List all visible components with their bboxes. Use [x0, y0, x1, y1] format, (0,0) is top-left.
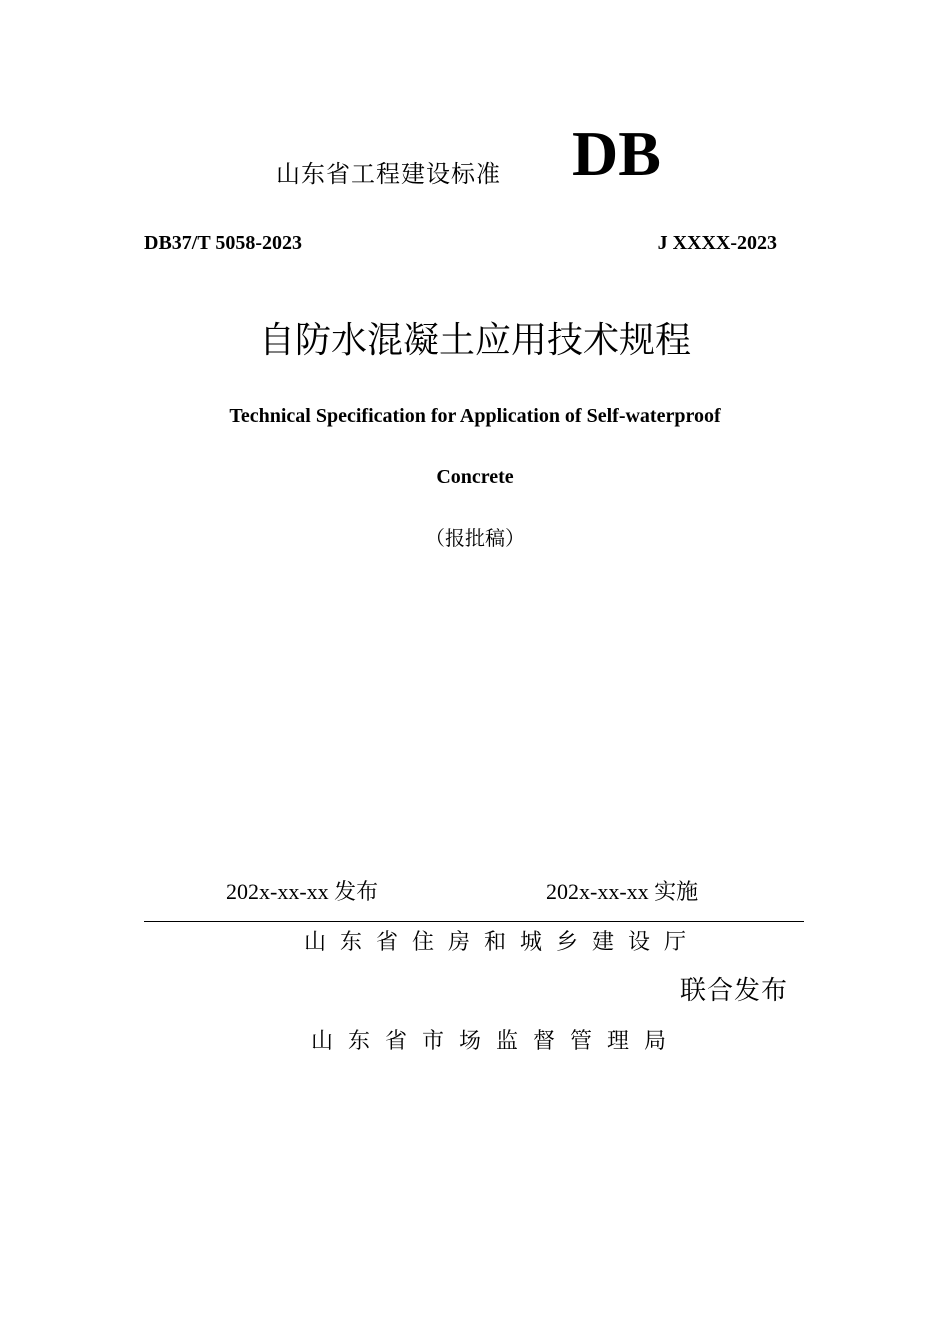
- joint-publish-label: 联合发布: [679, 976, 788, 1006]
- issue-date: 202x-xx-xx 发布: [226, 879, 379, 904]
- title-english-line1: Technical Specification for Application of Self-waterproof: [229, 405, 721, 427]
- standard-category: 山东省工程建设标准: [276, 160, 501, 188]
- publisher-market-bureau: 山东省市场监督管理局: [311, 1029, 682, 1054]
- implement-date: 202x-xx-xx 实施: [546, 879, 699, 904]
- record-code: J XXXX-2023: [657, 232, 777, 254]
- title-chinese: 自防水混凝土应用技术规程: [258, 320, 691, 361]
- publisher-housing-dept: 山东省住房和城乡建设厅: [304, 930, 701, 955]
- title-english-line2: Concrete: [436, 466, 514, 488]
- divider-line: [144, 921, 804, 922]
- draft-status: （报批稿）: [425, 526, 525, 550]
- standard-code: DB37/T 5058-2023: [144, 232, 302, 254]
- db-mark: DB: [572, 118, 661, 189]
